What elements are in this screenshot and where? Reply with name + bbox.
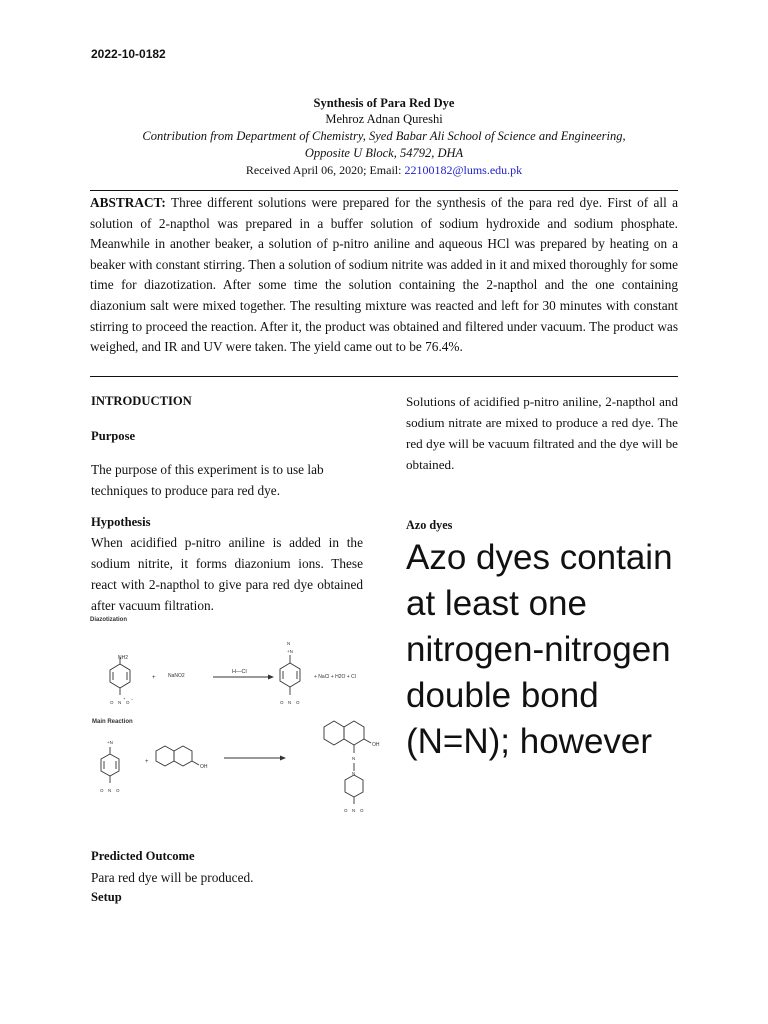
document-id: 2022-10-0182 (91, 47, 166, 61)
received-date: Received April 06, 2020; Email: (245, 163, 405, 177)
abstract-top-rule (90, 190, 678, 191)
author-email-link[interactable]: 22100182@lums.edu.pk (404, 163, 523, 177)
hypothesis-heading: Hypothesis (91, 515, 151, 529)
hydroxyl-label: OH (200, 764, 208, 770)
2-naphthol-structure (156, 746, 199, 766)
diazonium-n-plus: +N (287, 649, 293, 654)
paper-title: Synthesis of Para Red Dye (313, 96, 455, 110)
nitro-o-left-4: O (344, 808, 348, 813)
diazotization-label: Diazotization (90, 617, 127, 623)
predicted-outcome-text: Para red dye will be produced. (91, 870, 254, 885)
nitro-o-left: O (110, 700, 114, 705)
abstract-bottom-rule (90, 376, 678, 377)
purpose-text: The purpose of this experiment is to use lab techniques to produce para red dye. (91, 462, 324, 498)
received-line (90, 162, 678, 178)
diazonium-n-plus-2: +N (107, 740, 113, 745)
azo-n-1: N (352, 756, 356, 761)
nitro-minus: − (131, 697, 134, 702)
diazonium-salt-structure-2 (101, 747, 119, 783)
p-nitroaniline-structure (110, 657, 130, 695)
amine-label: NH2 (118, 655, 129, 661)
arrow-head-2 (280, 756, 286, 761)
setup-heading: Setup (91, 890, 122, 904)
diazonium-salt-structure (280, 655, 300, 695)
hypothesis-text: When acidified p-nitro aniline is added in the sodium nitrite, it forms diazonium ions. These react with 2-napthol to give para red dye obtained after vacuum filtration. (91, 535, 363, 613)
para-red-structure (324, 721, 371, 804)
diazonium-n: N (287, 641, 291, 646)
abstract-label: ABSTRACT: (90, 195, 166, 210)
main-reaction-label: Main Reaction (92, 719, 133, 725)
hcl-label: H—Cl (232, 669, 247, 675)
nitro-o-right: O (126, 700, 130, 705)
nitro-o-right-3: O (116, 788, 120, 793)
introduction-summary-text: Solutions of acidified p-nitro aniline, 2-napthol and sodium nitrate are mixed to produce a red dye. The red dye will be vacuum filtrated and the dye will be obtained. (406, 394, 678, 472)
predicted-outcome-heading: Predicted Outcome (91, 849, 195, 863)
azo-n-2: N (352, 771, 356, 776)
affiliation-line-2: Opposite U Block, 54792, DHA (304, 146, 464, 160)
nitro-o-right-2: O (296, 700, 300, 705)
nitro-o-left-2: O (280, 700, 284, 705)
byproducts-label: + NaCl + H2O + Cl (314, 674, 356, 680)
sodium-nitrite-label: NaNO2 (168, 673, 185, 679)
nitro-n: N (118, 700, 122, 705)
azo-dyes-heading: Azo dyes (406, 518, 453, 532)
purpose-heading: Purpose (91, 429, 136, 443)
plus-sign-1: + (152, 675, 156, 681)
azo-dyes-large-text: Azo dyes contain at least one nitrogen-nitrogen double bond (N=N); however (406, 538, 673, 761)
nitro-n-3: N (108, 788, 112, 793)
plus-sign-2: + (145, 759, 149, 765)
nitro-n-2: N (288, 700, 292, 705)
nitro-n-4: N (352, 808, 356, 813)
product-hydroxyl-label: OH (372, 742, 380, 748)
nitro-plus: + (123, 696, 126, 701)
nitro-o-left-3: O (100, 788, 104, 793)
arrow-head-1 (268, 675, 274, 680)
abstract-paragraph (90, 193, 678, 358)
nitro-o-right-4: O (360, 808, 364, 813)
author-name: Mehroz Adnan Qureshi (325, 112, 443, 126)
affiliation-line-1: Contribution from Department of Chemistry, Syed Babar Ali School of Science and Engineering, (142, 129, 626, 143)
abstract-text: Three different solutions were prepared for the synthesis of the para red dye. First of all a solution of 2-napthol was prepared in a buffer solution of sodium hydroxide and sodium phosphate. Meanwhile in another beaker, a solution of p-nitro aniline and aqueous HCl was prepared by heating on a beaker with constant stirring. Then a solution of sodium nitrite was added in it and mixed thoroughly for some time for diazotization. After some time the solution containing the 2-napthol and the one containing diazonium salt were mixed together. The resulting mixture was reacted and left for 30 minutes with constant stirring to proceed the reaction. After it, the product was obtained and filtered under vacuum. The product was weighed, and IR and UV were taken. The yield came out to be 76.4%. (90, 195, 678, 355)
introduction-heading: INTRODUCTION (91, 394, 192, 408)
reaction-scheme (88, 613, 388, 838)
